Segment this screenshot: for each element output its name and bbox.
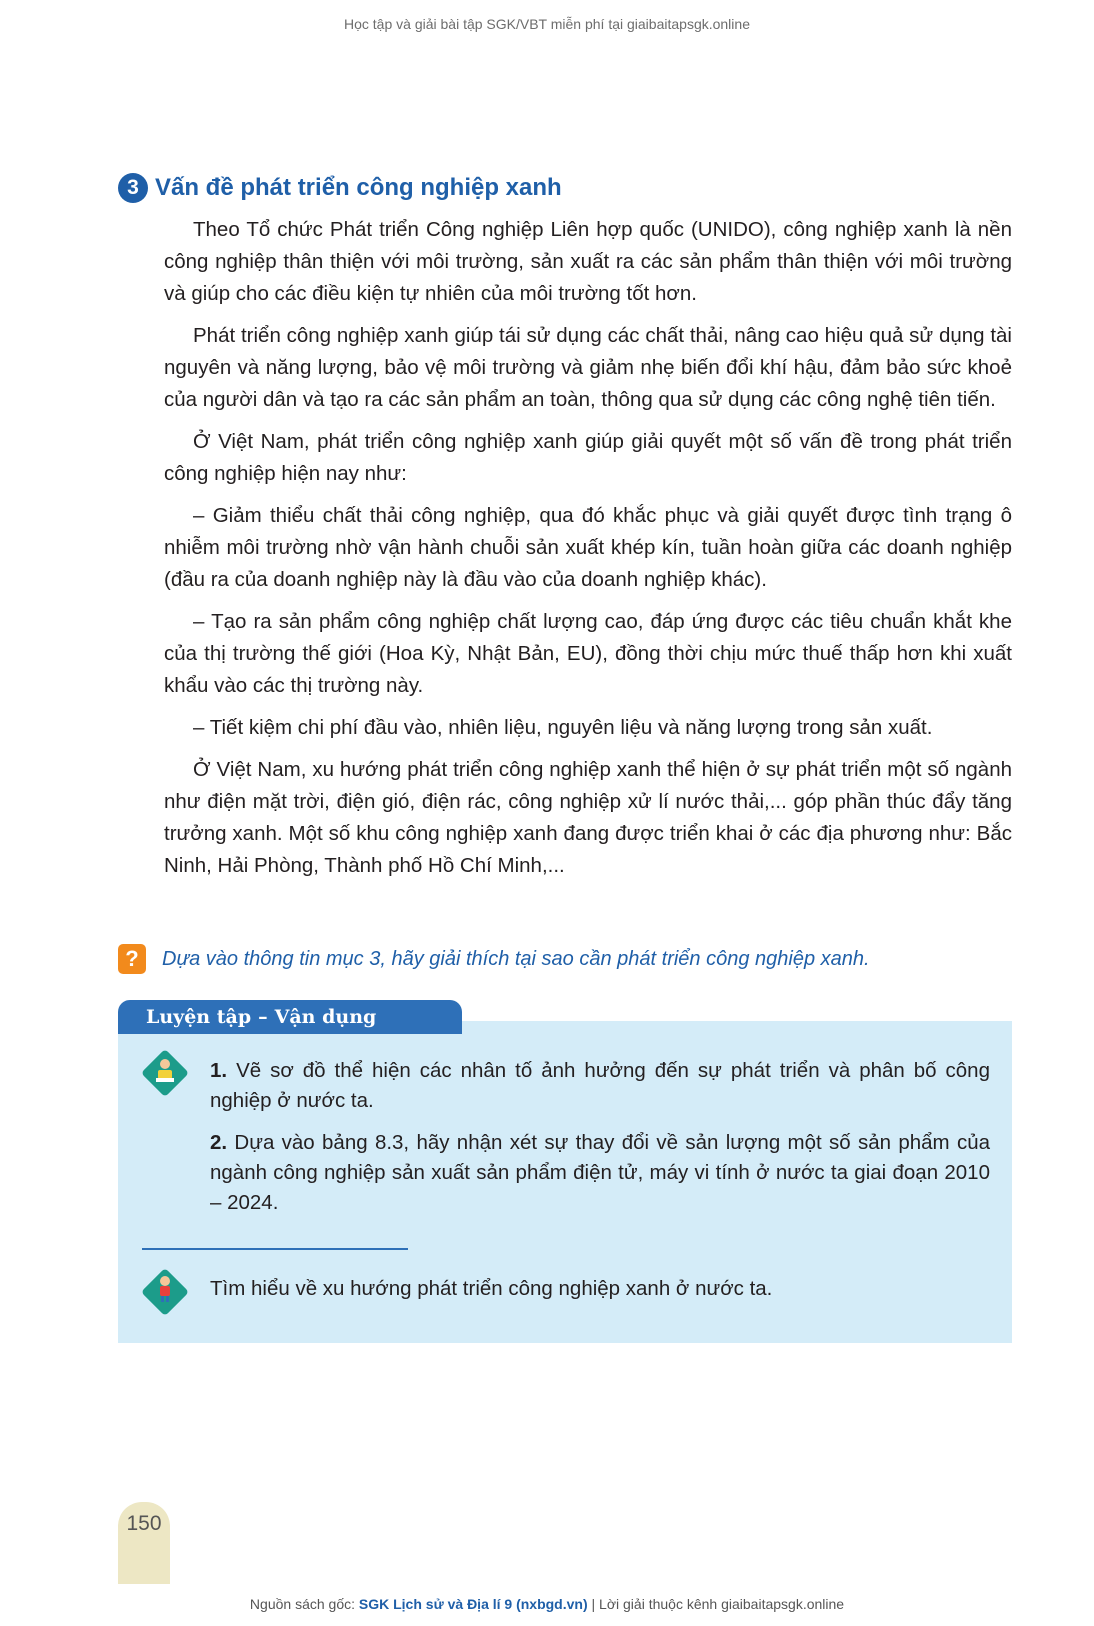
practice-divider [142, 1248, 408, 1250]
paragraph: Phát triển công nghiệp xanh giúp tái sử dụng các chất thải, nâng cao hiệu quả sử dụng tài nguyên và năng lượng, bảo vệ môi trường và giảm nhẹ biến đổi khí hậu, đảm bảo sức khoẻ của người dân và tạo ra các sản phẩm an toàn, thông qua sử dụng các công nghệ tiên tiến. [164, 324, 1012, 411]
practice-tab-left: Luyện tập [146, 1006, 252, 1028]
item-text: Vẽ sơ đồ thể hiện các nhân tố ảnh hưởng đến sự phát triển và phân bố công nghiệp ở nước ta. [210, 1059, 990, 1112]
practice-item-1 [210, 1056, 990, 1116]
footer-source-link[interactable]: SGK Lịch sử và Địa lí 9 (nxbgd.vn) [358, 1596, 588, 1612]
question-text: Dựa vào thông tin mục 3, hãy giải thích tại sao cần phát triển công nghiệp xanh. [162, 947, 870, 970]
paragraph: Ở Việt Nam, phát triển công nghiệp xanh giúp giải quyết một số vấn đề trong phát triển công nghiệp hiện nay như: [164, 430, 1012, 485]
practice-item-2 [210, 1128, 990, 1218]
paragraph: Theo Tổ chức Phát triển Công nghiệp Liên hợp quốc (UNIDO), công nghiệp xanh là nền công nghiệp thân thiện với môi trường, sản xuất ra các sản phẩm thân thiện với môi trường và giúp cho các điều kiện tự nhiên của môi trường tốt hơn. [164, 218, 1012, 305]
student-standing-icon [150, 1274, 180, 1304]
footer-prefix: Nguồn sách gốc: [249, 1596, 359, 1612]
paragraph: Ở Việt Nam, xu hướng phát triển công nghiệp xanh thể hiện ở sự phát triển một số ngành như điện mặt trời, điện gió, điện rác, công nghiệp xử lí nước thải,... góp phần thúc đẩy tăng trưởng xanh. Một số khu công nghiệp xanh đang được triển khai ở các địa phương như: Bắc Ninh, Hải Phòng, Thành phố Hồ Chí Minh,... [164, 758, 1012, 877]
practice-tab [118, 1000, 462, 1034]
footer-suffix: | Lời giải thuộc kênh giaibaitapsgk.online [587, 1596, 845, 1612]
bullet-paragraph: – Giảm thiểu chất thải công nghiệp, qua đó khắc phục và giải quyết được tình trạng ô nhiễm môi trường nhờ vận hành chuỗi sản xuất khép kín, tuần hoàn giữa các doanh nghiệp (đầu ra của doanh nghiệp này là đầu vào của doanh nghiệp khác). [164, 504, 1012, 591]
bullet-paragraph: – Tạo ra sản phẩm công nghiệp chất lượng cao, đáp ứng được các tiêu chuẩn khắt khe của thị trường thế giới (Hoa Kỳ, Nhật Bản, EU), đồng thời chịu mức thuế thấp hơn khi xuất khẩu vào các thị trường này. [164, 610, 1012, 697]
page-number: 150 [126, 1512, 162, 1535]
practice-tab-right: Vận dụng [274, 1006, 377, 1028]
student-writing-icon [150, 1056, 180, 1086]
section-number-badge: 3 [118, 173, 148, 203]
item-text: Dựa vào bảng 8.3, hãy nhận xét sự thay đổi về sản lượng một số sản phẩm của ngành công nghiệp sản xuất sản phẩm điện tử, máy vi tính ở nước ta giai đoạn 2010 – 2024. [210, 1131, 990, 1214]
apply-item: Tìm hiểu về xu hướng phát triển công nghiệp xanh ở nước ta. [210, 1277, 773, 1300]
item-number: 1. [210, 1059, 228, 1082]
bullet-paragraph: – Tiết kiệm chi phí đầu vào, nhiên liệu, nguyên liệu và năng lượng trong sản xuất. [193, 716, 933, 739]
question-block [118, 944, 1018, 974]
practice-tab-dash: – [258, 1006, 268, 1028]
section-body [164, 214, 1012, 892]
header-note: Học tập và giải bài tập SGK/VBT miễn phí tại giaibaitapsgk.online [344, 16, 750, 32]
section-title: Vấn đề phát triển công nghiệp xanh [155, 174, 562, 201]
question-mark-icon: ? [118, 944, 146, 974]
item-number: 2. [210, 1131, 228, 1154]
footer-note [0, 1596, 1094, 1612]
section-heading [118, 170, 562, 206]
